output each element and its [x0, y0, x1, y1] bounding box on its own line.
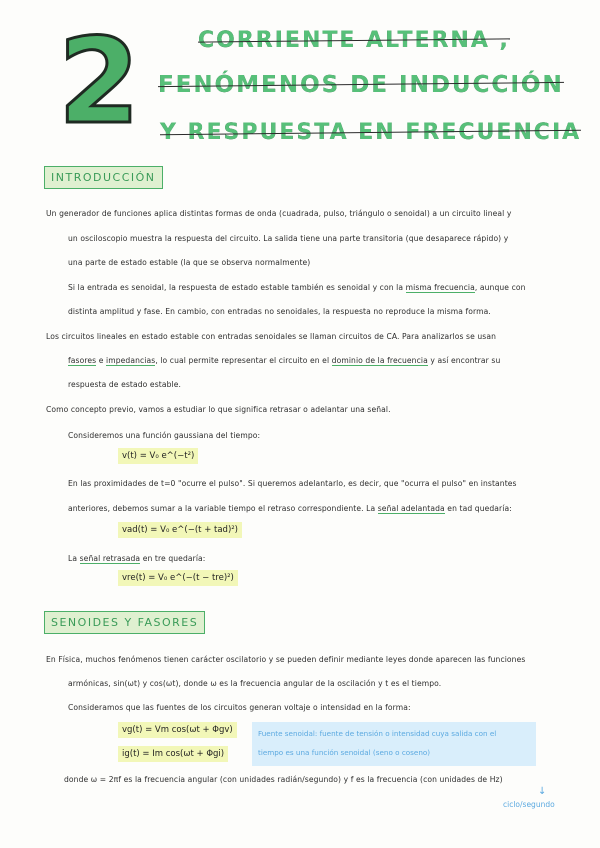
title-line-1: CORRIENTE ALTERNA ,: [198, 28, 510, 53]
unit-note: ciclo/segundo: [503, 800, 555, 809]
senoides-paragraph-1: En Física, muchos fenómenos tienen carácter oscilatorio y se pueden definir mediante leyes donde aparecen las funciones: [46, 655, 526, 664]
arrow-down-icon: ↓: [538, 786, 547, 797]
equation-voltage-source: vg(t) = Vm cos(ωt + Φgv): [118, 722, 237, 738]
senoides-paragraph-1: armónicas, sin(ωt) y cos(ωt), donde ω es la frecuencia angular de la oscilación y t es el tiempo.: [68, 679, 442, 688]
intro-paragraph-4: Como concepto previo, vamos a estudiar lo que significa retrasar o adelantar una señal.: [46, 405, 391, 414]
intro-paragraph-2: Si la entrada es senoidal, la respuesta de estado estable también es senoidal y con la misma frecuencia, aunque con: [68, 283, 526, 292]
senoides-paragraph-3: donde ω = 2πf es la frecuencia angular (con unidades radián/segundo) y f es la frecuencia (con unidades de Hz): [64, 775, 503, 784]
intro-paragraph-7: La señal retrasada en tre quedaría:: [68, 554, 206, 563]
equation-delayed-signal: vre(t) = V₀ e^(−(t − tre)²): [118, 570, 238, 586]
section-heading-senoides: SENOIDES Y FASORES: [44, 611, 205, 634]
section-heading-introduccion: INTRODUCCIÓN: [44, 166, 163, 189]
note-senoidal-source: Fuente senoidal: fuente de tensión o intensidad cuya salida con el tiempo es una función senoidal (seno o coseno): [252, 722, 536, 766]
intro-paragraph-5: Consideremos una función gaussiana del tiempo:: [68, 431, 261, 440]
intro-paragraph-6: anteriores, debemos sumar a la variable tiempo el retraso correspondiente. La señal adelantada en tad quedaría:: [68, 504, 512, 513]
title-line-3: Y RESPUESTA EN FRECUENCIA: [160, 120, 582, 145]
intro-paragraph-6: En las proximidades de t=0 "ocurre el pulso". Si queremos adelantarlo, es decir, que "ocurra el pulso" en instantes: [68, 479, 517, 488]
intro-paragraph-3: respuesta de estado estable.: [68, 380, 182, 389]
intro-paragraph-1: un osciloscopio muestra la respuesta del circuito. La salida tiene una parte transitoria (que desaparece rápido) y: [68, 234, 509, 243]
intro-paragraph-3: Los circuitos lineales en estado estable con entradas senoidales se llaman circuitos de CA. Para analizarlos se usan: [46, 332, 497, 341]
intro-paragraph-3: fasores e impedancias, lo cual permite representar el circuito en el dominio de la frecuencia y así encontrar su: [68, 356, 501, 365]
senoides-paragraph-2: Consideramos que las fuentes de los circuitos generan voltaje o intensidad en la forma:: [68, 703, 411, 712]
equation-advanced-signal: vad(t) = V₀ e^(−(t + tad)²): [118, 522, 242, 538]
equation-gaussian: v(t) = V₀ e^(−t²): [118, 448, 198, 464]
title-line-2: FENÓMENOS DE INDUCCIÓN: [158, 72, 564, 98]
intro-paragraph-1: una parte de estado estable (la que se observa normalmente): [68, 258, 311, 267]
intro-paragraph-2: distinta amplitud y fase. En cambio, con entradas no senoidales, la respuesta no reproduce la misma forma.: [68, 307, 491, 316]
equation-current-source: ig(t) = Im cos(ωt + Φgi): [118, 746, 228, 762]
intro-paragraph-1: Un generador de funciones aplica distintas formas de onda (cuadrada, pulso, triángulo o senoidal) a un circuito lineal y: [46, 209, 512, 218]
chapter-number: 2: [58, 12, 141, 150]
